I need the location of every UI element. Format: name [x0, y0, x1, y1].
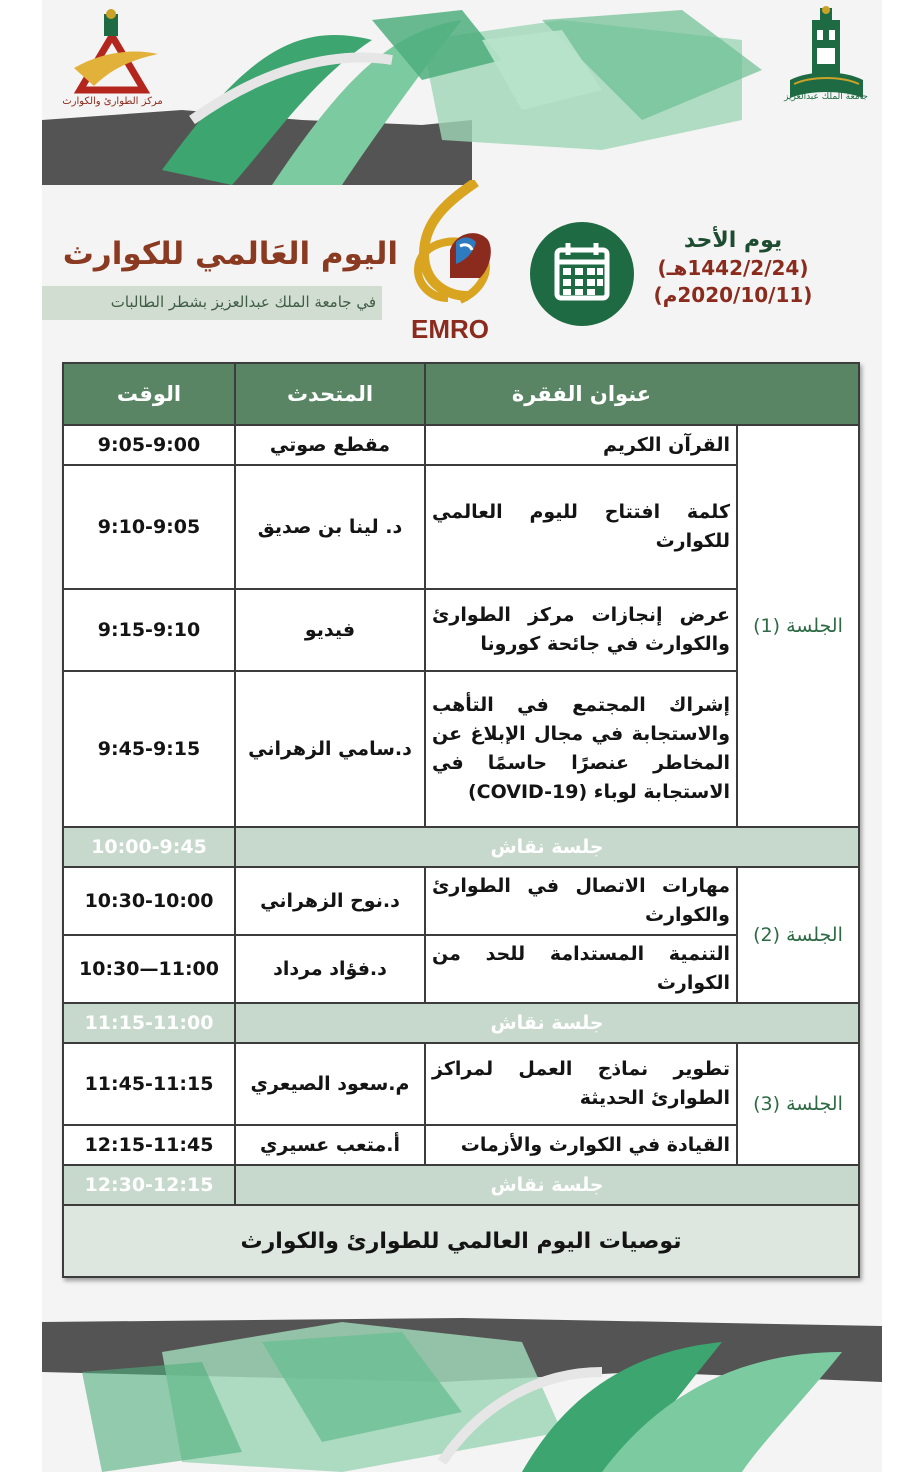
- item-speaker: د.فؤاد مرداد: [235, 935, 425, 1003]
- poster: [42, 0, 882, 1472]
- calendar-icon: [530, 222, 634, 326]
- recommendations-row: [63, 1205, 859, 1277]
- item-title: إشراك المجتمع في التأهب والاستجابة في مجال الإبلاغ عن المخاطر عنصرًا حاسمًا في الاستجابة لوباء (COVID-19): [425, 671, 737, 827]
- page-title: اليوم العَالمي للكوارث: [62, 236, 398, 272]
- session-label: الجلسة (1): [737, 425, 859, 827]
- table-row: [63, 867, 859, 935]
- header-item: عنوان الفقرة: [425, 363, 737, 425]
- item-speaker: مقطع صوتي: [235, 425, 425, 465]
- table-row: [63, 1043, 859, 1125]
- discussion-label: جلسة نقاش: [235, 1165, 859, 1205]
- discussion-label: جلسة نقاش: [235, 827, 859, 867]
- table-header-row: [63, 363, 859, 425]
- event-date: [640, 228, 826, 309]
- emro-logo: [390, 180, 518, 344]
- page-subtitle: في جامعة الملك عبدالعزيز بشطر الطالبات: [110, 293, 376, 311]
- emergency-center-logo: [60, 8, 165, 108]
- gregorian-date: (2020/10/11م): [653, 283, 813, 307]
- item-time: 10:30-10:00: [63, 867, 235, 935]
- discussion-time: 12:30-12:15: [63, 1165, 235, 1205]
- item-time: 9:10-9:05: [63, 465, 235, 589]
- item-speaker: أ.متعب عسيري: [235, 1125, 425, 1165]
- schedule-table: [62, 362, 860, 1278]
- item-title: القيادة في الكوارث والأزمات: [425, 1125, 737, 1165]
- discussion-row: [63, 1165, 859, 1205]
- top-banner-decoration: [42, 0, 882, 200]
- item-time: 11:00—10:30: [63, 935, 235, 1003]
- item-time: 12:15-11:45: [63, 1125, 235, 1165]
- discussion-time: 11:15-11:00: [63, 1003, 235, 1043]
- item-speaker: د.نوح الزهراني: [235, 867, 425, 935]
- event-day: يوم الأحد: [683, 228, 783, 253]
- item-title: التنمية المستدامة للحد من الكوارث: [425, 935, 737, 1003]
- header-speaker: المتحدث: [235, 363, 425, 425]
- university-caption: جامعة الملك عبدالعزيز: [784, 92, 868, 102]
- emro-logo-label: EMRO: [411, 314, 489, 344]
- session-label: الجلسة (2): [737, 867, 859, 1003]
- item-time: 9:45-9:15: [63, 671, 235, 827]
- bottom-banner-decoration: [42, 1312, 882, 1472]
- discussion-time: 10:00-9:45: [63, 827, 235, 867]
- item-title: القرآن الكريم: [425, 425, 737, 465]
- table-row: [63, 425, 859, 465]
- discussion-label: جلسة نقاش: [235, 1003, 859, 1043]
- session-label: الجلسة (3): [737, 1043, 859, 1165]
- item-speaker: م.سعود الصيعري: [235, 1043, 425, 1125]
- recommendations-label: توصيات اليوم العالمي للطوارئ والكوارث: [63, 1205, 859, 1277]
- item-title: عرض إنجازات مركز الطوارئ والكوارث في جائحة كورونا: [425, 589, 737, 671]
- item-time: 11:45-11:15: [63, 1043, 235, 1125]
- hijri-date: (1442/2/24هـ): [657, 256, 809, 280]
- item-title: كلمة افتتاح لليوم العالمي للكوارث: [425, 465, 737, 589]
- item-time: 9:15-9:10: [63, 589, 235, 671]
- calendar-circle: [530, 222, 634, 326]
- header-session: [737, 363, 859, 425]
- item-speaker: د. لينا بن صديق: [235, 465, 425, 589]
- item-speaker: د.سامي الزهراني: [235, 671, 425, 827]
- item-title: تطوير نماذج العمل لمراكز الطوارئ الحديثة: [425, 1043, 737, 1125]
- item-speaker: فيديو: [235, 589, 425, 671]
- discussion-row: [63, 1003, 859, 1043]
- item-time: 9:05-9:00: [63, 425, 235, 465]
- discussion-row: [63, 827, 859, 867]
- emergency-center-caption: مركز الطوارئ والكوارث: [62, 96, 163, 107]
- header-time: الوقت: [63, 363, 235, 425]
- item-title: مهارات الاتصال في الطوارئ والكوارث: [425, 867, 737, 935]
